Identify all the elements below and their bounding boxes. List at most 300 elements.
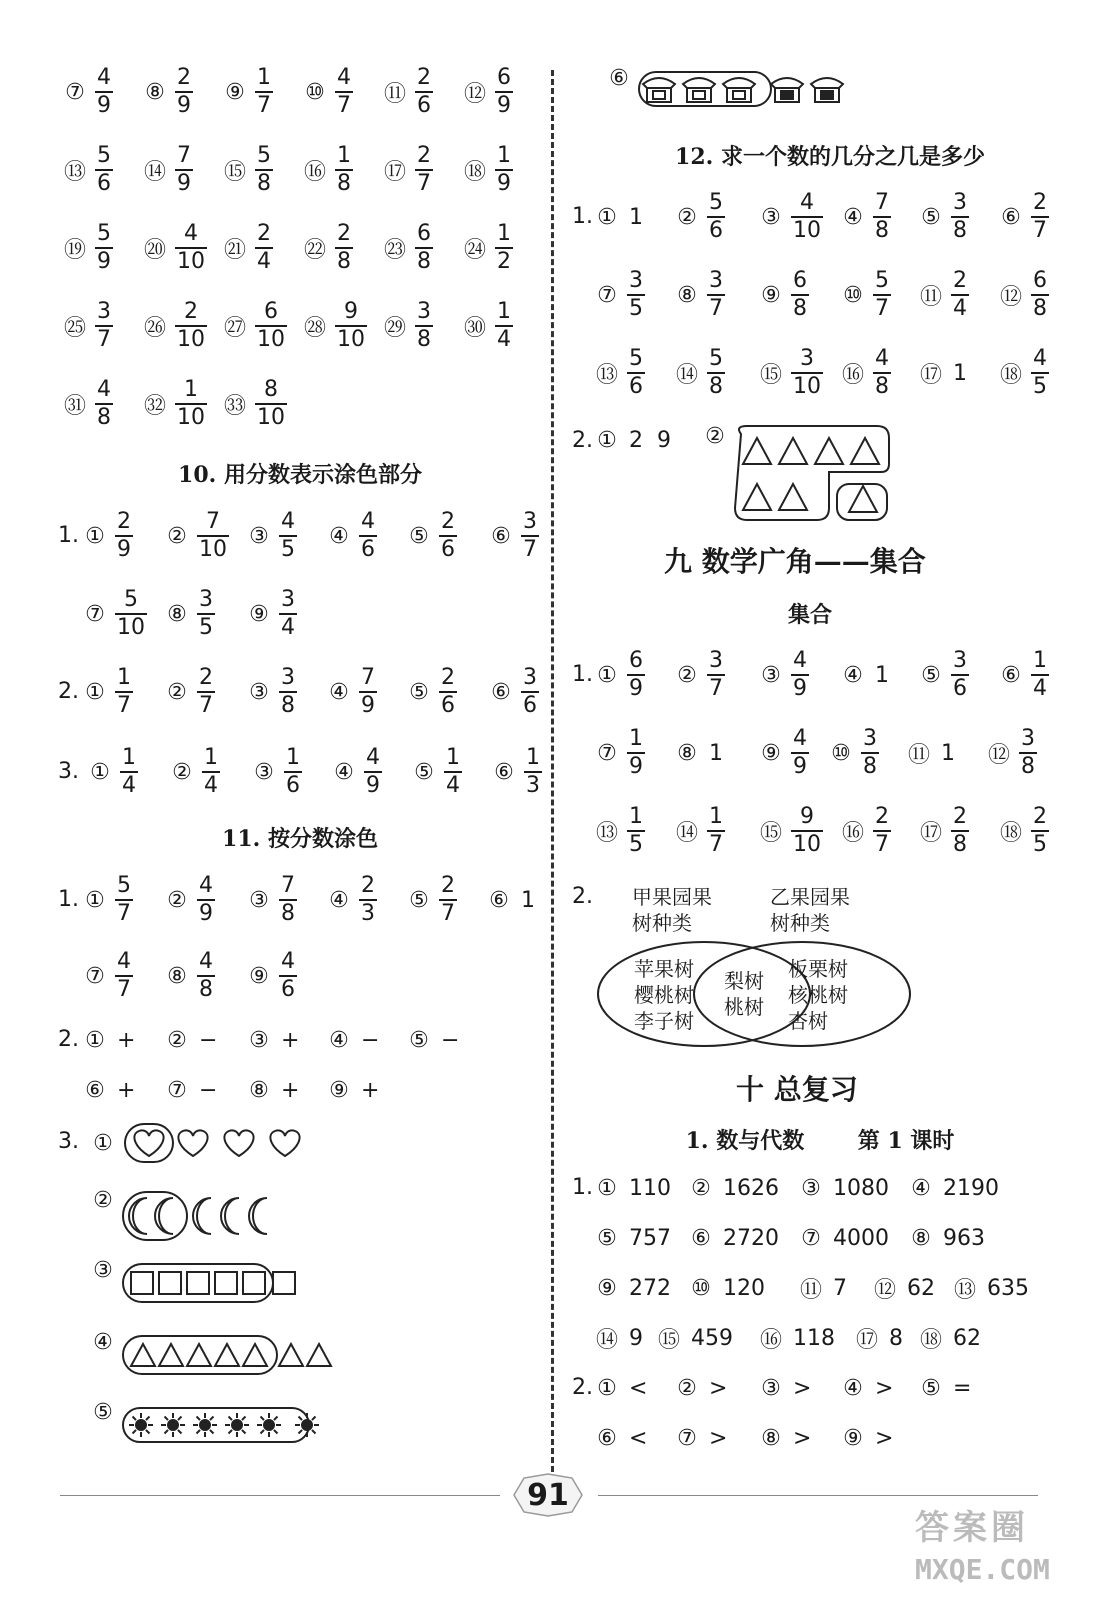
item-number: ㉘ — [303, 315, 326, 341]
fraction — [197, 951, 215, 1001]
denominator: 9 — [793, 754, 807, 779]
fraction — [120, 747, 138, 797]
answer-value: 1626 — [723, 1175, 779, 1201]
denominator: 9 — [117, 537, 131, 562]
item-number: ⑧ — [677, 740, 697, 766]
item-number: ① — [597, 427, 617, 453]
answer-value: 4000 — [833, 1225, 889, 1251]
item-number: ⑩ — [843, 282, 863, 308]
numerator: 2 — [199, 665, 213, 690]
answer-item — [460, 140, 513, 200]
denominator: 5 — [629, 832, 643, 857]
watermark-url: MXQE.COM — [915, 1553, 1050, 1586]
fraction — [707, 806, 725, 856]
denominator: 8 — [953, 218, 967, 243]
item-number: ⑥ — [597, 1425, 617, 1451]
answer-item — [220, 62, 273, 122]
numerator: 4 — [366, 745, 380, 770]
numerator: 7 — [361, 665, 375, 690]
numerator: 6 — [629, 648, 643, 673]
item-number: ⑤ — [921, 204, 941, 230]
denominator: 4 — [281, 615, 295, 640]
answer-item — [162, 506, 229, 566]
fraction — [197, 589, 215, 639]
item-number: ⑤ — [409, 887, 429, 913]
answer-item — [244, 946, 297, 1006]
item-number: ④ — [329, 679, 349, 705]
fraction — [95, 301, 113, 351]
question-label: 3. — [58, 1129, 79, 1154]
fraction — [197, 667, 215, 717]
page-number: 91 — [527, 1478, 569, 1513]
numerator: 5 — [117, 873, 131, 898]
numerator: 2 — [953, 804, 967, 829]
numerator: 1 — [257, 65, 271, 90]
item-number: ⑦ — [85, 601, 105, 627]
denominator: 7 — [875, 296, 889, 321]
answer-item — [484, 870, 535, 930]
answer-item — [672, 645, 725, 705]
item-number: ⑤ — [597, 1225, 617, 1251]
numerator: 3 — [953, 648, 967, 673]
item-number: ⑭ — [595, 1327, 618, 1353]
item-number: ① — [85, 679, 105, 705]
question-label: 2. — [58, 679, 79, 704]
denominator: 8 — [257, 171, 271, 196]
answer-item — [592, 265, 645, 325]
item-number: ③ — [254, 759, 274, 785]
denominator: 7 — [709, 832, 723, 857]
item-number: ③ — [249, 679, 269, 705]
item-number: ⑪ — [799, 1277, 822, 1303]
denominator: 7 — [337, 93, 351, 118]
venn-left-title — [632, 884, 712, 936]
numerator: 2 — [337, 221, 351, 246]
item-number: ③ — [761, 204, 781, 230]
footer-rule — [60, 1495, 500, 1496]
fraction — [115, 875, 133, 925]
answer-item — [220, 296, 287, 356]
answer-value: 757 — [629, 1225, 671, 1251]
answer-item — [404, 1010, 459, 1070]
numerator: 9 — [344, 299, 358, 324]
denominator: 7 — [117, 901, 131, 926]
answer-item — [324, 870, 377, 930]
answer-value: < — [629, 1425, 648, 1451]
answer-item — [162, 584, 215, 644]
numerator: 4 — [184, 221, 198, 246]
answer-item — [300, 62, 353, 122]
answer-item — [916, 645, 969, 705]
telephone-icon — [771, 78, 803, 102]
item-number: ② — [677, 204, 697, 230]
item-number: ③ — [801, 1175, 821, 1201]
item-number: ⑤ — [414, 759, 434, 785]
item-number: ③ — [249, 887, 269, 913]
fraction — [359, 667, 377, 717]
denominator: 8 — [875, 218, 889, 243]
denominator: 4 — [122, 773, 136, 798]
denominator: 9 — [97, 93, 111, 118]
fraction — [284, 747, 302, 797]
fraction — [175, 67, 193, 117]
answer-item — [838, 187, 891, 247]
item-number: ⑫ — [873, 1277, 896, 1303]
numerator: 5 — [875, 268, 889, 293]
denominator: 7 — [117, 977, 131, 1002]
item-number: ① — [85, 1027, 105, 1053]
item-number: ⑪ — [907, 742, 930, 768]
triangle-icon-group — [121, 1330, 351, 1380]
fraction — [335, 223, 353, 273]
item-number: ⑦ — [597, 282, 617, 308]
fraction — [279, 511, 297, 561]
denominator: 6 — [629, 374, 643, 399]
fraction — [279, 589, 297, 639]
triangle-shape-row — [88, 1330, 351, 1380]
numerator: 2 — [177, 65, 191, 90]
item-number: ⑨ — [249, 601, 269, 627]
answer-value: 7 — [833, 1275, 847, 1301]
fraction — [175, 301, 207, 351]
numerator: 4 — [1033, 346, 1047, 371]
answer-item — [756, 187, 823, 247]
answer-item — [140, 218, 207, 278]
answer-value: 963 — [943, 1225, 985, 1251]
denominator: 7 — [709, 296, 723, 321]
fraction — [439, 667, 457, 717]
item-number: ⑤ — [409, 523, 429, 549]
item-number: ⑥ — [1001, 204, 1021, 230]
sun-shape-row — [88, 1400, 351, 1450]
numerator: 7 — [875, 190, 889, 215]
item-number: ② — [677, 662, 697, 688]
answer-item — [826, 723, 879, 783]
answer-item — [244, 870, 297, 930]
chapter-10-title: 十 总复习 — [736, 1073, 858, 1106]
fraction — [1031, 650, 1049, 700]
item-number: ㉔ — [463, 237, 486, 263]
item-number: ① — [93, 1130, 113, 1156]
fraction — [115, 589, 147, 639]
fraction — [951, 806, 969, 856]
answer-value: > — [875, 1425, 894, 1451]
item-number: ④ — [329, 523, 349, 549]
item-number: ⑥ — [85, 1077, 105, 1103]
answer-value: < — [629, 1375, 648, 1401]
denominator: 9 — [793, 676, 807, 701]
item-number: ⑥ — [494, 759, 514, 785]
answer-value: − — [199, 1027, 218, 1053]
item-number: ㉖ — [143, 315, 166, 341]
item-number: ① — [597, 1375, 617, 1401]
answer-item — [324, 662, 377, 722]
denominator: 6 — [523, 693, 537, 718]
answer-item — [756, 801, 823, 861]
numerator: 3 — [863, 726, 877, 751]
item-number: ④ — [843, 662, 863, 688]
answer-item — [916, 343, 967, 403]
answer-item — [249, 742, 302, 802]
answer-value: 8 — [889, 1325, 903, 1351]
denominator: 8 — [793, 296, 807, 321]
item-number: ⑧ — [145, 79, 165, 105]
item-number: ⑯ — [303, 159, 326, 185]
fraction — [359, 511, 377, 561]
answer-item — [324, 1060, 379, 1120]
answer-item — [756, 1408, 811, 1468]
numerator: 5 — [97, 221, 111, 246]
item-number: ⑥ — [691, 1225, 711, 1251]
denominator: 6 — [441, 693, 455, 718]
answer-item — [672, 801, 725, 861]
item-number: ㉓ — [383, 237, 406, 263]
denominator: 7 — [257, 93, 271, 118]
triangle-icon — [131, 1344, 331, 1366]
venn-left-ellipse — [598, 942, 810, 1046]
triangle-icon-group — [733, 424, 893, 524]
lesson-title: 1. 数与代数 第 1 课时 — [685, 1128, 955, 1154]
item-number: ⑦ — [85, 963, 105, 989]
answer-value: + — [117, 1027, 136, 1053]
numerator: 1 — [204, 745, 218, 770]
fraction — [791, 806, 823, 856]
answer-item — [916, 187, 969, 247]
fraction — [197, 875, 215, 925]
item-number: ⑩ — [305, 79, 325, 105]
numerator: 6 — [1033, 268, 1047, 293]
item-number: ⑦ — [801, 1225, 821, 1251]
answer-item — [838, 645, 889, 705]
fraction — [279, 875, 297, 925]
item-number: ⑤ — [409, 679, 429, 705]
denominator: 9 — [629, 754, 643, 779]
answer-value: 2190 — [943, 1175, 999, 1201]
watermark — [915, 1500, 1050, 1586]
moon-shape-row — [88, 1188, 321, 1244]
answer-item — [592, 1408, 647, 1468]
answer-item — [592, 645, 645, 705]
denominator: 7 — [709, 676, 723, 701]
item-number: ⑭ — [143, 159, 166, 185]
answer-item — [244, 1060, 299, 1120]
triangle-icon — [743, 438, 887, 520]
answer-item — [756, 343, 823, 403]
numerator: 3 — [97, 299, 111, 324]
item-number: ⑤ — [921, 662, 941, 688]
telephone-icon-group — [637, 66, 877, 110]
denominator: 7 — [1033, 218, 1047, 243]
denominator: 4 — [204, 773, 218, 798]
item-number: ⑲ — [63, 237, 86, 263]
numerator: 4 — [793, 648, 807, 673]
denominator: 8 — [337, 249, 351, 274]
fraction — [115, 667, 133, 717]
answer-item — [984, 723, 1037, 783]
denominator: 9 — [199, 901, 213, 926]
fraction — [1019, 728, 1037, 778]
item-number: ③ — [761, 662, 781, 688]
answer-item — [672, 187, 725, 247]
item-number: ⑨ — [761, 282, 781, 308]
fraction — [444, 747, 462, 797]
answer-item — [140, 140, 193, 200]
item-number: ㉝ — [223, 393, 246, 419]
item-number: ⑧ — [167, 963, 187, 989]
denominator: 5 — [281, 537, 295, 562]
fraction — [521, 667, 539, 717]
fraction — [707, 348, 725, 398]
numerator: 6 — [264, 299, 278, 324]
item-number: ⑯ — [841, 820, 864, 846]
item-number: ㉒ — [303, 237, 326, 263]
sun-icon — [295, 1413, 319, 1437]
item-number: ⑮ — [759, 362, 782, 388]
fraction — [255, 301, 287, 351]
answer-item — [460, 218, 513, 278]
moon-icon — [129, 1198, 267, 1234]
fraction — [115, 511, 133, 561]
question-label: 1. — [572, 204, 593, 229]
answer-item — [756, 645, 809, 705]
numerator: 3 — [1021, 726, 1035, 751]
numerator: 1 — [497, 221, 511, 246]
answer-item — [838, 801, 891, 861]
fraction — [627, 650, 645, 700]
numerator: 1 — [629, 726, 643, 751]
denominator: 8 — [417, 249, 431, 274]
numerator: 8 — [264, 377, 278, 402]
numerator: 3 — [953, 190, 967, 215]
denominator: 9 — [497, 93, 511, 118]
fraction — [1031, 270, 1049, 320]
numerator: 3 — [709, 268, 723, 293]
answer-item — [409, 742, 462, 802]
fraction — [791, 270, 809, 320]
item-number: ⑩ — [831, 740, 851, 766]
venn-item: 桃树 — [724, 995, 764, 1019]
item-number: ② — [167, 1027, 187, 1053]
denominator: 2 — [497, 249, 511, 274]
numerator: 7 — [206, 509, 220, 534]
item-number: ② — [167, 679, 187, 705]
answer-item — [380, 62, 433, 122]
item-number: ② — [691, 1175, 711, 1201]
fraction — [415, 67, 433, 117]
answer-item — [380, 218, 433, 278]
answer-item — [162, 870, 215, 930]
fraction — [521, 511, 539, 561]
fraction — [364, 747, 382, 797]
answer-item — [904, 723, 955, 783]
denominator: 8 — [337, 171, 351, 196]
fraction — [335, 67, 353, 117]
answer-value: 1 — [941, 740, 955, 766]
sun-icon — [129, 1413, 319, 1437]
denominator: 8 — [417, 327, 431, 352]
fraction — [175, 145, 193, 195]
item-number: ⑨ — [597, 1275, 617, 1301]
fraction — [439, 511, 457, 561]
numerator: 3 — [417, 299, 431, 324]
numerator: 1 — [526, 745, 540, 770]
answer-value: 120 — [723, 1275, 765, 1301]
telephone-shape-row — [604, 66, 877, 110]
telephone-icon — [683, 78, 715, 102]
fraction — [415, 301, 433, 351]
answer-item — [140, 296, 207, 356]
item-number: ② — [705, 424, 725, 449]
item-number: ① — [597, 662, 617, 688]
item-number: ⑭ — [675, 820, 698, 846]
item-number: ④ — [911, 1175, 931, 1201]
item-number: ⑰ — [383, 159, 406, 185]
item-number: ⑮ — [223, 159, 246, 185]
denominator: 10 — [337, 327, 365, 352]
answer-value: − — [361, 1027, 380, 1053]
fraction — [791, 728, 809, 778]
answer-item — [838, 343, 891, 403]
footer-rule — [598, 1495, 1038, 1496]
numerator: 3 — [523, 665, 537, 690]
numerator: 5 — [629, 346, 643, 371]
answer-item — [80, 946, 133, 1006]
fraction — [627, 270, 645, 320]
sun-icon — [225, 1413, 249, 1437]
denominator: 8 — [1021, 754, 1035, 779]
answer-value: > — [793, 1425, 812, 1451]
item-number: ⑬ — [595, 820, 618, 846]
answer-item — [380, 296, 433, 356]
denominator: 7 — [875, 832, 889, 857]
numerator: 2 — [117, 509, 131, 534]
item-number: ② — [677, 1375, 697, 1401]
denominator: 5 — [199, 615, 213, 640]
denominator: 5 — [1033, 832, 1047, 857]
answer-item — [60, 296, 113, 356]
numerator: 5 — [257, 143, 271, 168]
numerator: 4 — [875, 346, 889, 371]
item-number: ⑤ — [93, 1400, 113, 1425]
fraction — [873, 192, 891, 242]
answer-value: > — [793, 1375, 812, 1401]
venn-title-line: 树种类 — [770, 911, 830, 935]
sun-icon — [257, 1413, 281, 1437]
answer-item — [486, 506, 539, 566]
item-number: ⑱ — [919, 1327, 942, 1353]
answer-value: 62 — [953, 1325, 981, 1351]
telephone-icon — [723, 78, 755, 102]
denominator: 7 — [417, 171, 431, 196]
fraction — [627, 728, 645, 778]
question-label: 1. — [572, 662, 593, 687]
numerator: 2 — [1033, 190, 1047, 215]
answer-item — [672, 265, 725, 325]
denominator: 10 — [257, 327, 285, 352]
denominator: 8 — [97, 405, 111, 430]
answer-value: 9 — [629, 1325, 643, 1351]
numerator: 2 — [361, 873, 375, 898]
item-number: ⑫ — [999, 284, 1022, 310]
item-number: ⑰ — [919, 362, 942, 388]
fraction — [1031, 192, 1049, 242]
numerator: 1 — [184, 377, 198, 402]
item-number: ⑰ — [855, 1327, 878, 1353]
question-label: 1. — [58, 523, 79, 548]
answer-item — [489, 742, 542, 802]
triangle-grouping — [700, 424, 893, 524]
heart-icon — [134, 1130, 299, 1156]
